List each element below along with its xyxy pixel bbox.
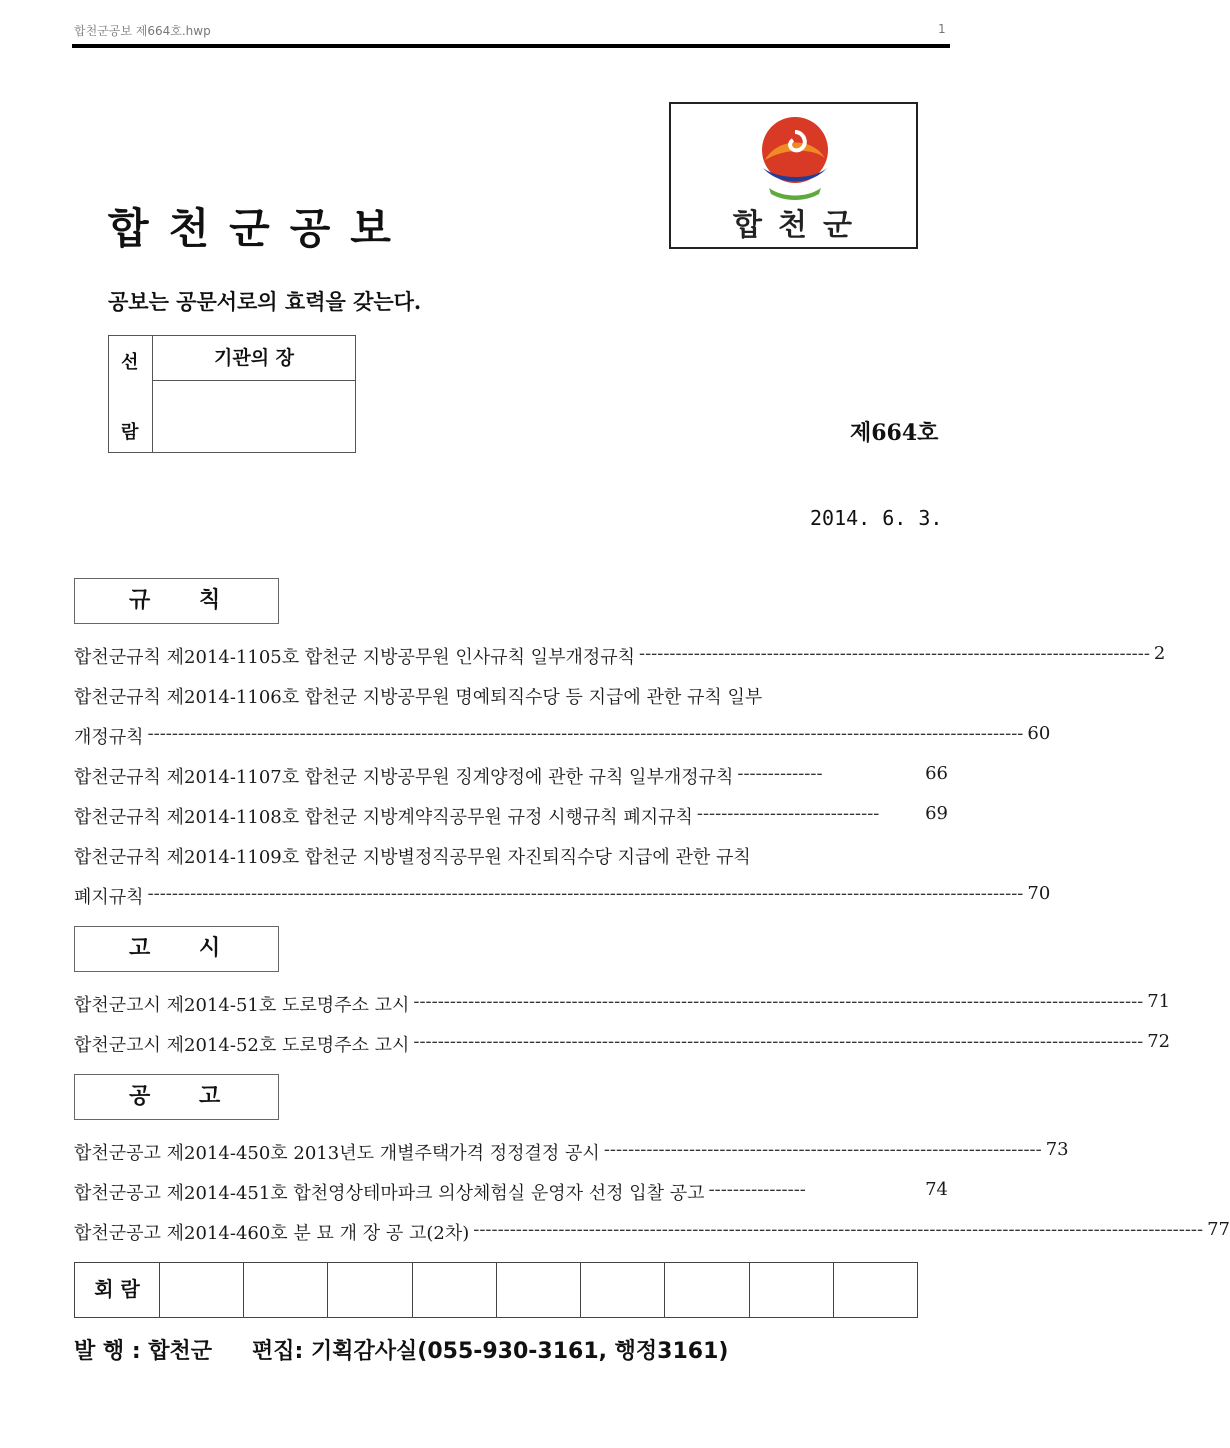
approval-side-cell	[109, 336, 153, 452]
circulation-cell	[413, 1263, 497, 1317]
toc-entry-continuation[interactable]: 폐지규칙 ------------------------------------------------------------------------------------------------------------------------------------------------ 70	[74, 883, 1051, 908]
issue-number: 제664호	[850, 420, 939, 446]
leader-dashes: ------------------------------------------------------------------------------------------------------------------------------------------------	[147, 883, 1024, 904]
section-notices-heading: 고 시	[74, 926, 279, 972]
leader-dashes: ------------------------------------------------------------------------------------------------------------------------	[473, 1219, 1204, 1240]
toc-entry[interactable]: 합천군규칙 제2014-1107호 합천군 지방공무원 징계양정에 관한 규칙 일부개정규칙 -------------- 66	[74, 763, 948, 788]
section-rules-heading: 규 칙	[74, 578, 279, 624]
toc-entry[interactable]: 합천군규칙 제2014-1105호 합천군 지방공무원 인사규칙 일부개정규칙 ------------------------------------------------------------------------------------ 2	[74, 643, 1166, 668]
leader-dashes: ------------------------------------------------------------------------------------------------------------------------	[413, 1031, 1144, 1052]
circulation-cell	[244, 1263, 328, 1317]
header-rule	[72, 44, 950, 48]
toc-entry[interactable]: 합천군규칙 제2014-1106호 합천군 지방공무원 명예퇴직수당 등 지급에 관한 규칙 일부	[74, 687, 763, 708]
leader-dashes: ------------------------------------------------------------------------	[603, 1139, 1042, 1160]
circulation-label: 회 람	[75, 1263, 160, 1317]
toc-entry[interactable]: 합천군공고 제2014-450호 2013년도 개별주택가격 정정결정 공시 ------------------------------------------------------------------------ 73	[74, 1139, 1069, 1164]
page-number: 1	[938, 22, 946, 36]
logo-name: 합천군	[733, 208, 868, 243]
toc-entry-continuation[interactable]: 개정규칙 ------------------------------------------------------------------------------------------------------------------------------------------------ 60	[74, 723, 1051, 748]
bulletin-title: 합천군공보	[108, 204, 411, 253]
issue-date: 2014. 6. 3.	[810, 506, 943, 530]
toc-entry[interactable]: 합천군고시 제2014-51호 도로명주소 고시 ------------------------------------------------------------------------------------------------------------------------ 71	[74, 991, 1171, 1016]
approval-header: 기관의 장	[153, 336, 355, 381]
circulation-cell	[497, 1263, 581, 1317]
toc-entry[interactable]: 합천군고시 제2014-52호 도로명주소 고시 ------------------------------------------------------------------------------------------------------------------------ 72	[74, 1031, 1171, 1056]
approval-table	[108, 335, 356, 453]
approval-label-2: 람	[121, 422, 139, 443]
leader-dashes: --------------	[737, 763, 823, 784]
publication-info	[74, 1334, 728, 1365]
leader-dashes: ------------------------------------------------------------------------------------------------------------------------	[413, 991, 1144, 1012]
editor-contact: 편집: 기획감사실(055-930-3161, 행정3161)	[252, 1339, 729, 1364]
toc-entry[interactable]: 합천군규칙 제2014-1108호 합천군 지방계약직공무원 규정 시행규칙 폐지규칙 ------------------------------ 69	[74, 803, 948, 828]
circulation-cell	[581, 1263, 665, 1317]
circulation-cell	[328, 1263, 412, 1317]
circulation-cell	[160, 1263, 244, 1317]
toc-entry[interactable]: 합천군규칙 제2014-1109호 합천군 지방별정직공무원 자진퇴직수당 지급에 관한 규칙	[74, 847, 751, 868]
county-logo-box	[669, 102, 918, 249]
leader-dashes: ------------------------------	[696, 803, 880, 824]
leader-dashes: ------------------------------------------------------------------------------------------------------------------------------------------------	[147, 723, 1024, 744]
circulation-cell	[665, 1263, 749, 1317]
toc-entry[interactable]: 합천군공고 제2014-451호 합천영상테마파크 의상체험실 운영자 선정 입찰 공고 ---------------- 74	[74, 1179, 948, 1204]
circulation-table	[74, 1262, 918, 1318]
circulation-cell	[750, 1263, 834, 1317]
section-announcements-heading: 공 고	[74, 1074, 279, 1120]
publisher: 발 행 : 합천군	[74, 1339, 213, 1364]
leader-dashes: ------------------------------------------------------------------------------------	[639, 643, 1150, 664]
approval-label-1: 선	[121, 352, 139, 373]
leader-dashes: ----------------	[708, 1179, 806, 1200]
county-emblem-icon	[757, 114, 833, 202]
file-name: 합천군공보 제664호.hwp	[74, 24, 211, 38]
circulation-cell	[834, 1263, 917, 1317]
toc-entry[interactable]: 합천군공고 제2014-460호 분 묘 개 장 공 고(2차) ------------------------------------------------------------------------------------------------------------------------ 77	[74, 1219, 1230, 1244]
bulletin-subtitle: 공보는 공문서로의 효력을 갖는다.	[108, 289, 422, 314]
